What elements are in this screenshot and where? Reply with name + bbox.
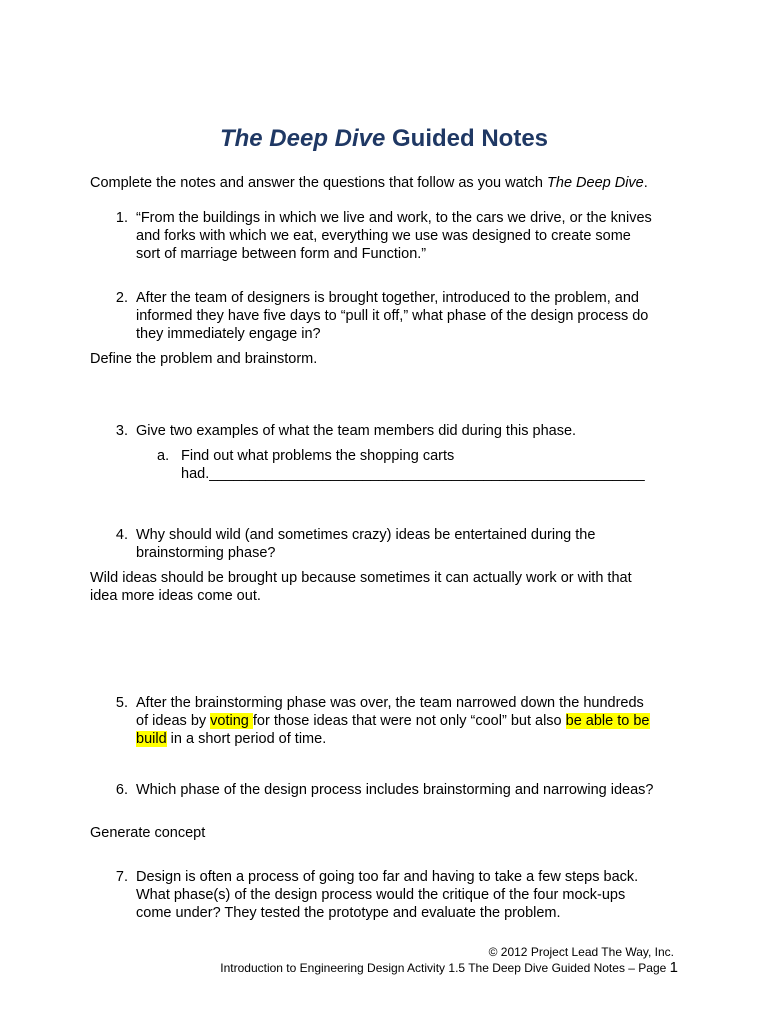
highlight-build: build <box>136 731 167 747</box>
question-4-number: 4. <box>115 527 128 543</box>
answer-4-line: Wild ideas should be brought up because sometimes it can actually work or with that <box>90 570 632 586</box>
intro-end: . <box>643 175 648 191</box>
question-4-line: Why should wild (and sometimes crazy) ideas be entertained during the <box>136 527 596 543</box>
footer-copyright: © 2012 Project Lead The Way, Inc. <box>488 945 674 959</box>
question-2-line: they immediately engage in? <box>136 326 321 342</box>
page-title <box>0 124 768 154</box>
highlight-be-able-to-be: be able to be <box>565 713 650 729</box>
question-3a-label: a. <box>157 448 170 464</box>
footer-course-line <box>220 960 678 976</box>
question-6-number: 6. <box>115 782 128 798</box>
footer-course-text: Introduction to Engineering Design Activity 1.5 The Deep Dive Guided Notes – Page <box>220 961 670 975</box>
question-7-line: come under? They tested the prototype and evaluate the problem. <box>136 905 561 921</box>
question-5-text-fragment: in a short period of time. <box>166 731 327 747</box>
question-2-line: informed they have five days to “pull it off,” what phase of the design process do <box>136 308 649 324</box>
question-2-text <box>136 289 681 343</box>
question-6-text: Which phase of the design process includes brainstorming and narrowing ideas? <box>136 782 654 798</box>
question-2-number: 2. <box>115 290 128 306</box>
question-7-text <box>136 868 681 922</box>
answer-4 <box>90 569 632 605</box>
question-3-text: Give two examples of what the team members did during this phase. <box>136 423 577 439</box>
question-3a-text <box>181 447 645 483</box>
question-5-line <box>136 730 681 748</box>
title-italic-part: The Deep Dive <box>219 125 386 152</box>
question-3-number: 3. <box>115 423 128 439</box>
question-2-line: After the team of designers is brought together, introduced to the problem, and <box>136 290 639 306</box>
question-7-number: 7. <box>115 869 128 885</box>
intro-text: Complete the notes and answer the questions that follow as you watch <box>90 175 548 191</box>
question-5-text-fragment: for those ideas that were not only “cool” but also <box>252 713 566 729</box>
question-5-line: After the brainstorming phase was over, the team narrowed down the hundreds <box>136 695 644 711</box>
page-number: 1 <box>669 959 678 976</box>
question-7-line: Design is often a process of going too far and having to take a few steps back. <box>136 869 639 885</box>
question-5-line <box>136 712 681 730</box>
question-7-line: What phase(s) of the design process would the critique of the four mock-ups <box>136 887 626 903</box>
question-4-text <box>136 526 681 562</box>
highlight-voting: voting <box>210 713 253 729</box>
question-5-text-fragment: of ideas by <box>136 713 211 729</box>
question-3a-line: Find out what problems the shopping carts <box>181 448 455 464</box>
question-1-text <box>136 209 681 263</box>
question-1-number: 1. <box>115 210 128 226</box>
question-1-line: “From the buildings in which we live and work, to the cars we drive, or the knives <box>136 210 652 226</box>
title-rest-part: Guided Notes <box>385 125 549 152</box>
question-1-line: and forks with which we eat, everything we use was designed to create some <box>136 228 631 244</box>
question-5-number: 5. <box>115 695 128 711</box>
answer-6: Generate concept <box>90 825 206 841</box>
question-5-text <box>136 694 681 748</box>
intro-italic: The Deep Dive <box>547 175 644 191</box>
question-1-line: sort of marriage between form and Function.” <box>136 246 427 262</box>
question-3a-answer-blank: had.______________________________________________________ <box>181 466 645 482</box>
question-4-line: brainstorming phase? <box>136 545 276 561</box>
intro-paragraph <box>90 174 648 192</box>
answer-4-line: idea more ideas come out. <box>90 588 261 604</box>
answer-2: Define the problem and brainstorm. <box>90 351 318 367</box>
